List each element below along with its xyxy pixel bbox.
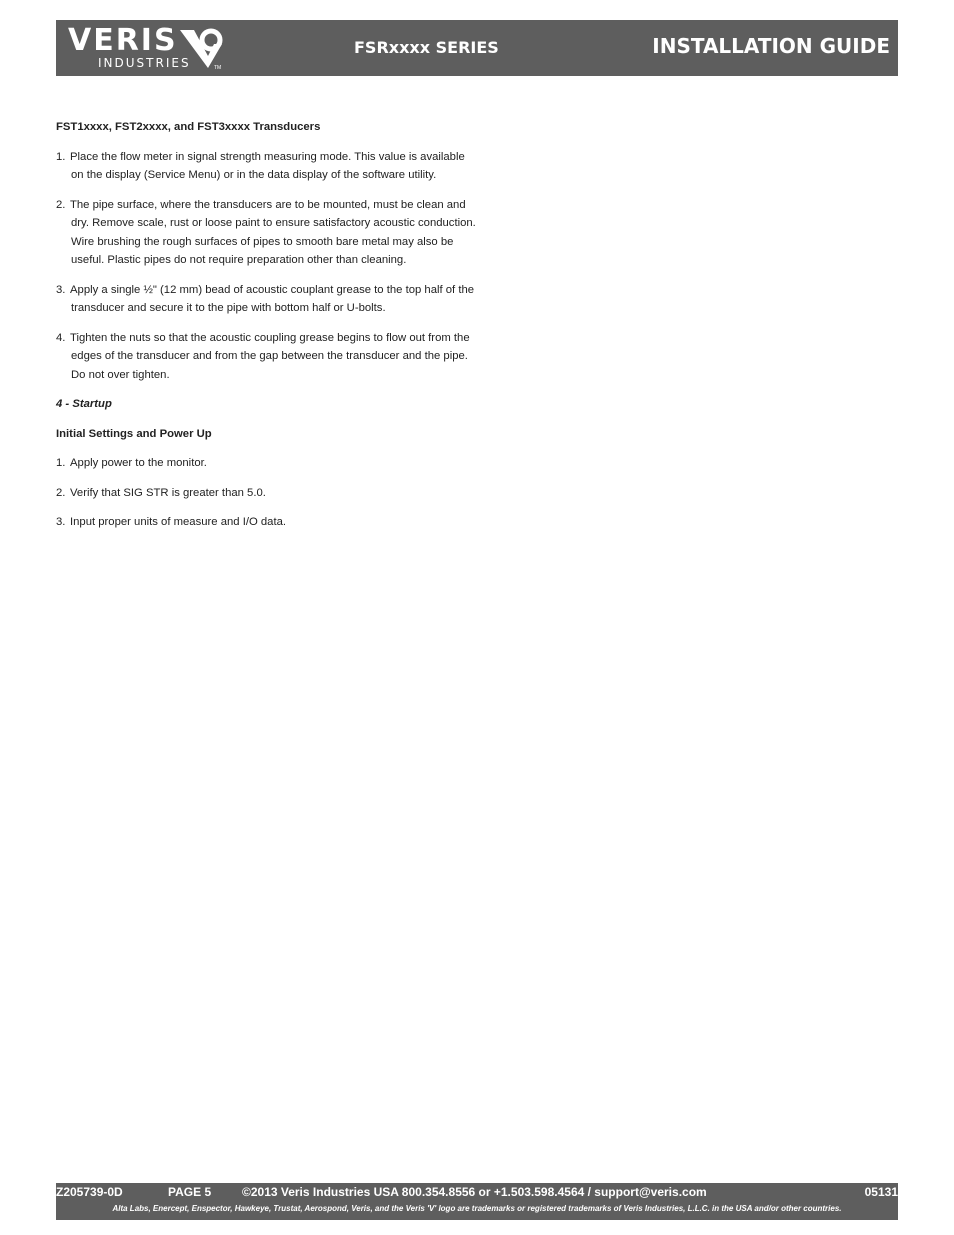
step-text: Apply a single ½" (12 mm) bead of acoustic couplant grease to the top half of the transducer and secure it to the pipe with bottom half or U-bolts. xyxy=(70,283,475,314)
step-number: 2. xyxy=(56,198,66,211)
list-item xyxy=(56,513,476,532)
step-text: Place the flow meter in signal strength measuring mode. This value is available on the display (Service Menu) or in the data display of the software utility. xyxy=(70,150,465,181)
document-code: Z205739-0D xyxy=(56,1185,123,1199)
list-item xyxy=(56,196,476,270)
logo-wordmark: VERIS xyxy=(68,23,178,58)
transducers-heading: FST1xxxx, FST2xxxx, and FST3xxxx Transducers xyxy=(56,121,321,133)
step-text: Verify that SIG STR is greater than 5.0. xyxy=(70,486,266,499)
step-text: Tighten the nuts so that the acoustic coupling grease begins to flow out from the edges of the transducer and from the gap between the transducer and the pipe. Do not over tighten. xyxy=(70,331,470,381)
step-text: The pipe surface, where the transducers are to be mounted, must be clean and dry. Remove scale, rust or loose paint to ensure satisfactory acoustic conduction. Wire brushing the rough surfaces of pipes to smooth bare metal may also be useful. Plastic pipes do not require preparation other than cleaning. xyxy=(70,198,476,266)
list-item xyxy=(56,454,476,473)
list-item xyxy=(56,329,476,385)
step-text: Input proper units of measure and I/O data. xyxy=(70,516,287,528)
list-item xyxy=(56,484,476,503)
initial-settings-heading: Initial Settings and Power Up xyxy=(56,427,212,440)
step-number: 3. xyxy=(56,283,66,296)
step-number: 1. xyxy=(56,457,66,469)
date-code: 05131 xyxy=(864,1185,898,1199)
step-text: Apply power to the monitor. xyxy=(70,457,207,469)
page-number: PAGE 5 xyxy=(168,1185,212,1199)
step-number: 2. xyxy=(56,486,66,499)
copyright-contact: ©2013 Veris Industries USA 800.354.8556 or +1.503.598.4564 / support@veris.com xyxy=(242,1185,707,1199)
list-item xyxy=(56,148,476,185)
logo-subtitle: INDUSTRIES xyxy=(98,56,191,70)
page-header xyxy=(56,20,898,76)
trademark-notice: Alta Labs, Enercept, Enspector, Hawkeye, Trustat, Aerospond, Veris, and the Veris 'V' logo are trademarks or registered trademarks of Veris Industries, L.L.C. in the USA and/or other countries. xyxy=(112,1204,842,1213)
list-item xyxy=(56,281,476,318)
series-name: FSRxxxx SERIES xyxy=(354,38,499,57)
main-content xyxy=(56,118,476,543)
document-title: INSTALLATION GUIDE xyxy=(652,34,890,58)
transducer-steps-list xyxy=(56,148,476,385)
veris-logo xyxy=(66,24,236,74)
step-number: 3. xyxy=(56,516,66,528)
section-title: 4 - Startup xyxy=(56,398,112,410)
logo-trademark: TM xyxy=(214,65,222,71)
step-number: 4. xyxy=(56,331,66,344)
veris-v-logo-icon xyxy=(178,26,226,70)
step-number: 1. xyxy=(56,150,66,163)
startup-steps-list xyxy=(56,454,476,532)
page-footer xyxy=(56,1183,898,1220)
